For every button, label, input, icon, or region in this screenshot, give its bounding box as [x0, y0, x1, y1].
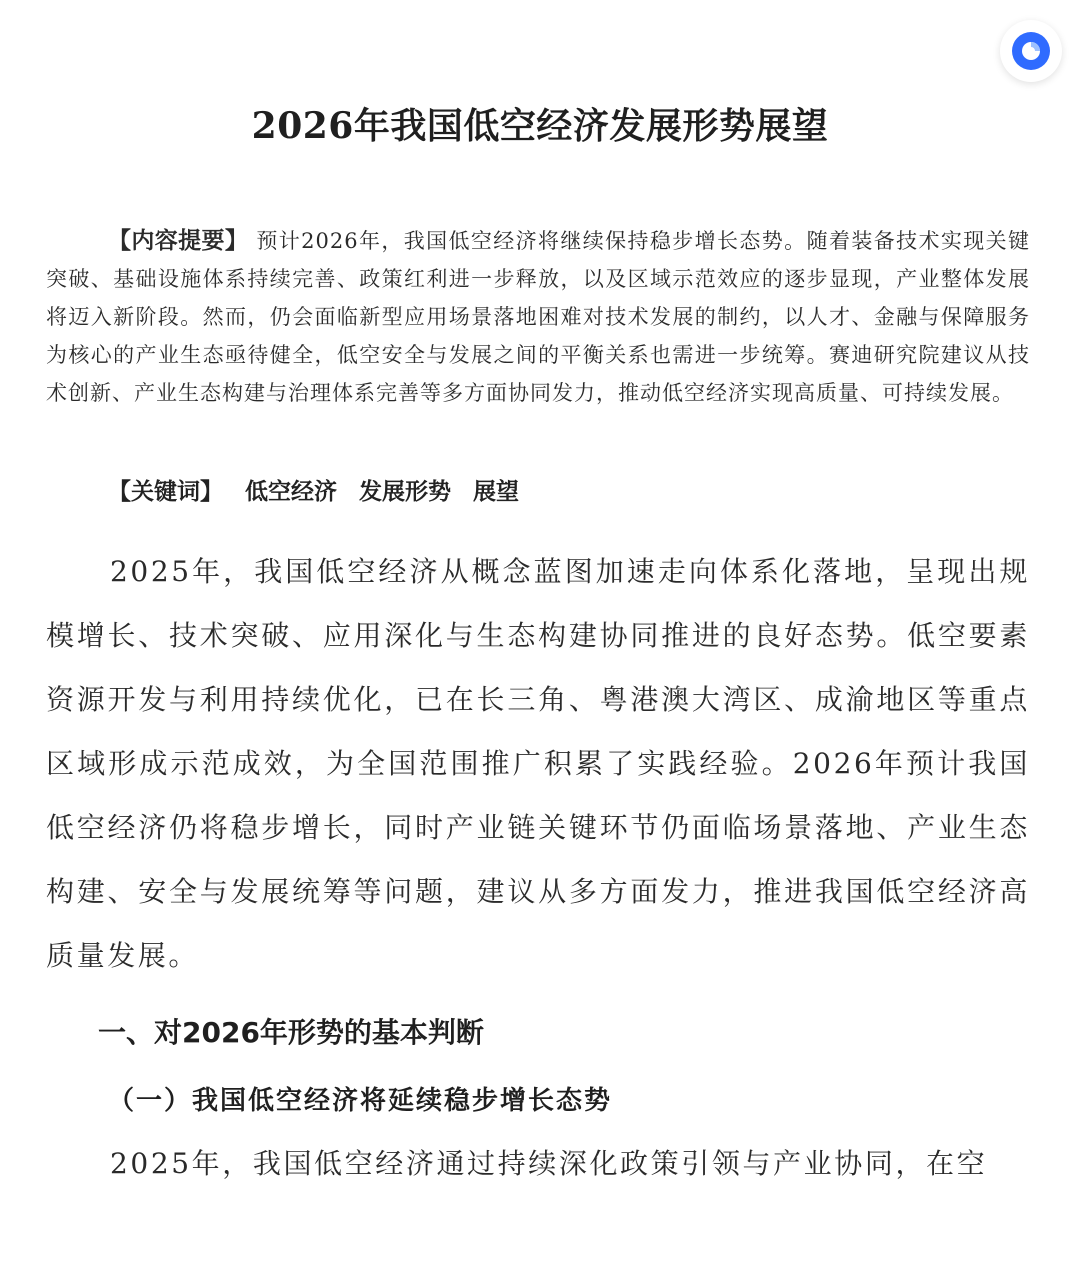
keywords-line: [108, 472, 519, 512]
body-paragraph-2: 2025年，我国低空经济通过持续深化政策引领与产业协同，在空: [110, 1147, 988, 1180]
abstract-text: 预计2026年，我国低空经济将继续保持稳步增长态势。随着装备技术实现关键突破、基础设施体系持续完善、政策红利进一步释放，以及区域示范效应的逐步显现，产业整体发展将迈入新阶段。然而，仍会面临新型应用场景落地困难对技术发展的制约，以人才、金融与保障服务为核心的产业生态亟待健全，低空安全与发展之间的平衡关系也需进一步统筹。赛迪研究院建议从技术创新、产业生态构建与治理体系完善等多方面协同发力，推动低空经济实现高质量、可持续发展。: [46, 229, 1030, 405]
section-heading: 一、对2026年形势的基本判断: [98, 1016, 484, 1049]
keyword-item: 发展形势: [359, 479, 451, 505]
floating-assistant-button[interactable]: [1000, 20, 1062, 82]
body-paragraph-1: 2025年，我国低空经济从概念蓝图加速走向体系化落地，呈现出规模增长、技术突破、应用深化与生态构建协同推进的良好态势。低空要素资源开发与利用持续优化，已在长三角、粤港澳大湾区、成渝地区等重点区域形成示范成效，为全国范围推广积累了实践经验。2026年预计我国低空经济仍将稳步增长，同时产业链关键环节仍面临场景落地、产业生态构建、安全与发展统筹等问题，建议从多方面发力，推进我国低空经济高质量发展。: [46, 555, 1030, 972]
abstract-label: 【内容提要】: [108, 228, 249, 254]
document-title: 2026年我国低空经济发展形势展望: [251, 105, 829, 147]
keyword-item: 低空经济: [245, 479, 337, 505]
keywords-label: 【关键词】: [108, 479, 223, 505]
abstract-paragraph: [46, 222, 1030, 412]
subsection-heading: （一）我国低空经济将延续稳步增长态势: [108, 1086, 613, 1116]
assistant-ring-icon: [1009, 29, 1053, 73]
keyword-item: 展望: [473, 479, 519, 505]
